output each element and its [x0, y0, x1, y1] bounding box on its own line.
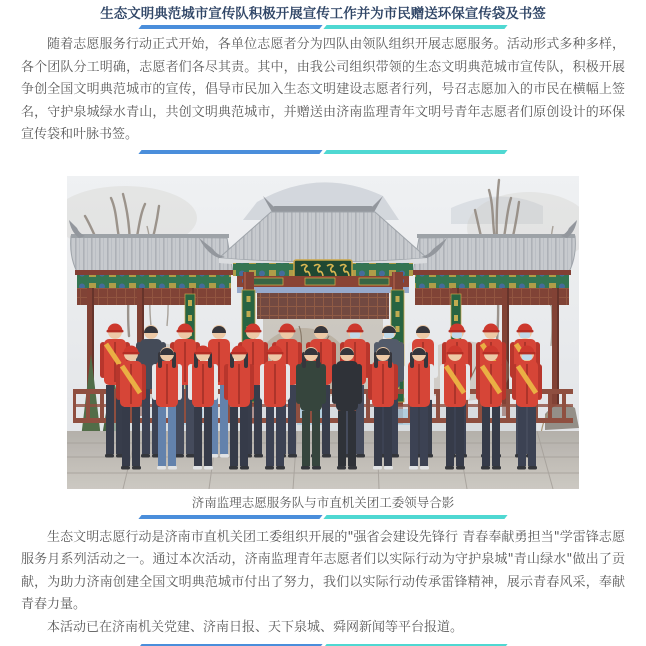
closing-paragraph: 本活动已在济南机关党建、济南日报、天下泉城、舜网新闻等平台报道。: [47, 619, 464, 635]
section-divider: [140, 150, 506, 154]
article-title: 生态文明典范城市宣传队积极开展宣传工作并为市民赠送环保宣传袋及书签: [100, 6, 546, 22]
divider-cyan-segment: [323, 25, 507, 29]
caption-divider: [140, 515, 506, 519]
photo-scene: [67, 176, 579, 489]
divider-blue-segment: [138, 25, 322, 29]
photo-figure: [67, 176, 579, 489]
divider-blue-segment: [138, 515, 322, 519]
divider-blue-segment: [138, 150, 322, 154]
divider-cyan-segment: [323, 150, 507, 154]
body-paragraph: 生态文明志愿行动是济南市直机关团工委组织开展的"强省会建设先锋行 青春奉献勇担当"学雷锋志愿服务月系列活动之一。通过本次活动，济南监理青年志愿者们以实际行动为守护泉城"青山绿水"做出了贡献，为助力济南创建全国文明典范城市付出了努力，我们以实际行动传承雷锋精神，展示青春风采，奉献青春力量。: [21, 529, 625, 612]
group-photo-image: [67, 176, 579, 489]
divider-cyan-segment: [323, 515, 507, 519]
intro-paragraph: 随着志愿服务行动正式开始，各单位志愿者分为四队由领队组织开展志愿服务。活动形式多种多样，各个团队分工明确，志愿者们各尽其责。其中，由我公司组织带领的生态文明典范城市宣传队，积极开展争创全国文明典范城市的宣传，倡导市民加入生态文明建设志愿者行列，号召志愿加入的市民在横幅上签名，守护泉城绿水青山，共创文明典范城市，并赠送由济南监理青年文明号青年志愿者们原创设计的环保宣传袋和叶脉书签。: [21, 37, 625, 142]
title-divider: [140, 25, 506, 29]
photo-caption: 济南监理志愿服务队与市直机关团工委领导合影: [191, 494, 455, 510]
